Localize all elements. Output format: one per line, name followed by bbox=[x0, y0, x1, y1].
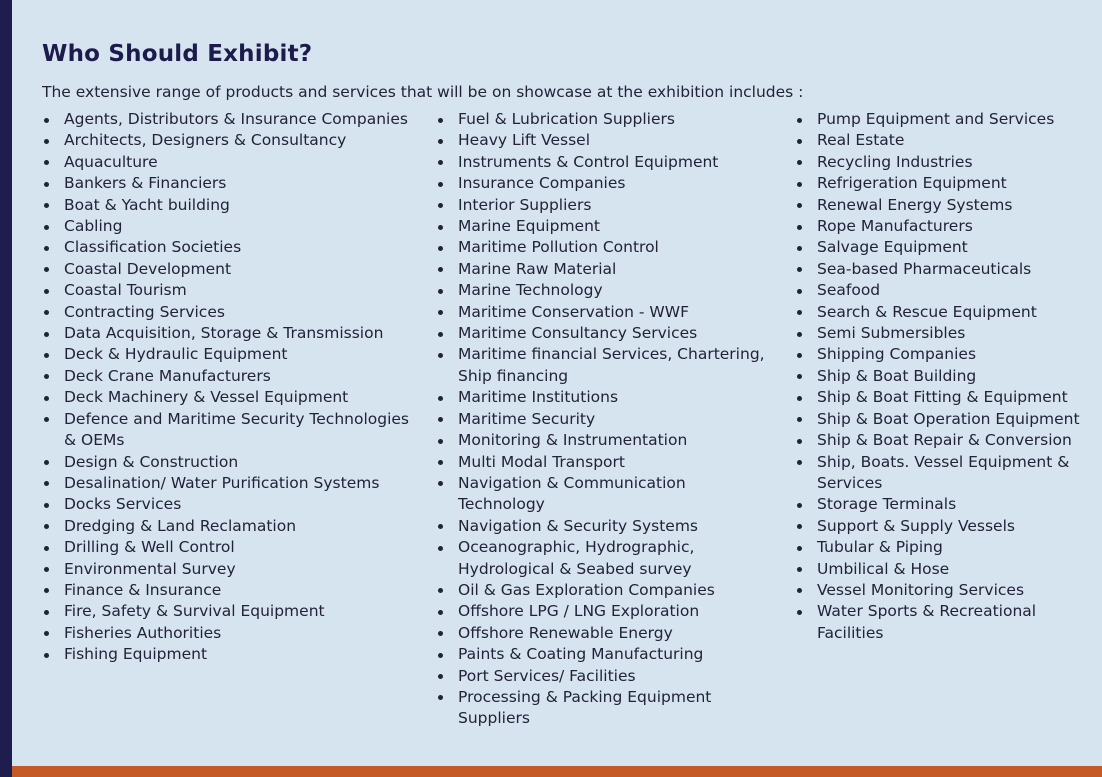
list-item: Deck Crane Manufacturers bbox=[42, 366, 410, 387]
list-item: Offshore Renewable Energy bbox=[436, 623, 766, 644]
list-item: Bankers & Financiers bbox=[42, 173, 410, 194]
list-item: Drilling & Well Control bbox=[42, 537, 410, 558]
list-item: Maritime Institutions bbox=[436, 387, 766, 408]
list-item: Boat & Yacht building bbox=[42, 195, 410, 216]
exhibitor-categories bbox=[42, 109, 1092, 729]
list-item: Coastal Development bbox=[42, 259, 410, 280]
category-column-1 bbox=[42, 109, 410, 666]
list-item: Support & Supply Vessels bbox=[795, 516, 1095, 537]
category-column-3 bbox=[795, 109, 1095, 644]
list-item: Ship & Boat Building bbox=[795, 366, 1095, 387]
list-item: Instruments & Control Equipment bbox=[436, 152, 766, 173]
list-item: Finance & Insurance bbox=[42, 580, 410, 601]
list-item: Classification Societies bbox=[42, 237, 410, 258]
list-item: Cabling bbox=[42, 216, 410, 237]
list-item: Maritime Security bbox=[436, 409, 766, 430]
list-item: Monitoring & Instrumentation bbox=[436, 430, 766, 451]
list-item: Ship & Boat Operation Equipment bbox=[795, 409, 1095, 430]
list-item: Interior Suppliers bbox=[436, 195, 766, 216]
list-item: Processing & Packing Equipment Suppliers bbox=[436, 687, 766, 730]
list-item: Seafood bbox=[795, 280, 1095, 301]
list-item: Ship & Boat Fitting & Equipment bbox=[795, 387, 1095, 408]
list-item: Navigation & Security Systems bbox=[436, 516, 766, 537]
list-item: Sea-based Pharmaceuticals bbox=[795, 259, 1095, 280]
list-item: Deck & Hydraulic Equipment bbox=[42, 344, 410, 365]
list-item: Umbilical & Hose bbox=[795, 559, 1095, 580]
list-item: Storage Terminals bbox=[795, 494, 1095, 515]
list-item: Fire, Safety & Survival Equipment bbox=[42, 601, 410, 622]
list-item: Marine Technology bbox=[436, 280, 766, 301]
list-item: Salvage Equipment bbox=[795, 237, 1095, 258]
list-item: Fisheries Authorities bbox=[42, 623, 410, 644]
list-item: Agents, Distributors & Insurance Companies bbox=[42, 109, 410, 130]
list-item: Renewal Energy Systems bbox=[795, 195, 1095, 216]
list-item: Ship & Boat Repair & Conversion bbox=[795, 430, 1095, 451]
intro-text: The extensive range of products and services that will be on showcase at the exhibition includes : bbox=[42, 83, 804, 101]
page-content bbox=[42, 36, 1092, 729]
list-item: Paints & Coating Manufacturing bbox=[436, 644, 766, 665]
list-item: Marine Equipment bbox=[436, 216, 766, 237]
list-item: Recycling Industries bbox=[795, 152, 1095, 173]
list-item: Desalination/ Water Purification Systems bbox=[42, 473, 410, 494]
list-item: Insurance Companies bbox=[436, 173, 766, 194]
bottom-accent-band bbox=[12, 766, 1102, 777]
list-item: Coastal Tourism bbox=[42, 280, 410, 301]
list-item: Design & Construction bbox=[42, 452, 410, 473]
list-item: Shipping Companies bbox=[795, 344, 1095, 365]
list-item: Refrigeration Equipment bbox=[795, 173, 1095, 194]
list-item: Environmental Survey bbox=[42, 559, 410, 580]
list-item: Maritime Conservation - WWF bbox=[436, 302, 766, 323]
list-item: Maritime Pollution Control bbox=[436, 237, 766, 258]
page-title: Who Should Exhibit? bbox=[42, 41, 313, 67]
list-item: Data Acquisition, Storage & Transmission bbox=[42, 323, 410, 344]
list-item: Water Sports & Recreational Facilities bbox=[795, 601, 1095, 644]
list-item: Multi Modal Transport bbox=[436, 452, 766, 473]
list-item: Offshore LPG / LNG Exploration bbox=[436, 601, 766, 622]
left-accent-band bbox=[0, 0, 12, 777]
list-item: Defence and Maritime Security Technologies & OEMs bbox=[42, 409, 410, 452]
list-item: Maritime financial Services, Chartering, Ship financing bbox=[436, 344, 766, 387]
list-item: Fuel & Lubrication Suppliers bbox=[436, 109, 766, 130]
category-column-2 bbox=[436, 109, 766, 730]
list-item: Oil & Gas Exploration Companies bbox=[436, 580, 766, 601]
list-item: Architects, Designers & Consultancy bbox=[42, 130, 410, 151]
list-item: Heavy Lift Vessel bbox=[436, 130, 766, 151]
list-item: Navigation & Communication Technology bbox=[436, 473, 766, 516]
list-item: Deck Machinery & Vessel Equipment bbox=[42, 387, 410, 408]
list-item: Port Services/ Facilities bbox=[436, 666, 766, 687]
list-item: Real Estate bbox=[795, 130, 1095, 151]
list-item: Ship, Boats. Vessel Equipment & Services bbox=[795, 452, 1095, 495]
list-item: Oceanographic, Hydrographic, Hydrological & Seabed survey bbox=[436, 537, 766, 580]
list-item: Rope Manufacturers bbox=[795, 216, 1095, 237]
list-item: Maritime Consultancy Services bbox=[436, 323, 766, 344]
list-item: Semi Submersibles bbox=[795, 323, 1095, 344]
list-item: Search & Rescue Equipment bbox=[795, 302, 1095, 323]
list-item: Pump Equipment and Services bbox=[795, 109, 1095, 130]
list-item: Tubular & Piping bbox=[795, 537, 1095, 558]
list-item: Aquaculture bbox=[42, 152, 410, 173]
list-item: Contracting Services bbox=[42, 302, 410, 323]
list-item: Fishing Equipment bbox=[42, 644, 410, 665]
list-item: Vessel Monitoring Services bbox=[795, 580, 1095, 601]
list-item: Dredging & Land Reclamation bbox=[42, 516, 410, 537]
list-item: Marine Raw Material bbox=[436, 259, 766, 280]
list-item: Docks Services bbox=[42, 494, 410, 515]
